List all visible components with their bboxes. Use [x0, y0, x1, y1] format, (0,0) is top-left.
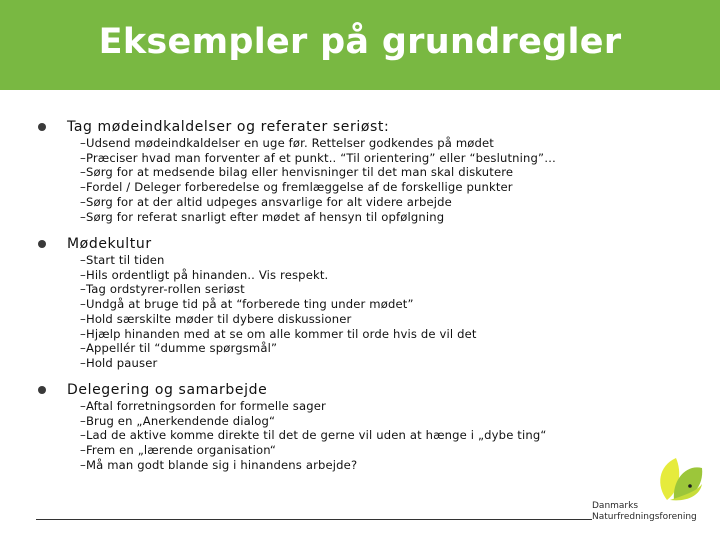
list-item: –Fordel / Deleger forberedelse og fremlæggelse af de forskellige punkter — [80, 180, 513, 195]
list-item: –Brug en „Anerkendende dialog“ — [80, 413, 276, 428]
list-item: –Lad de aktive komme direkte til det de gerne vil uden at hænge i „dybe ting“ — [80, 428, 547, 443]
logo-line-2: Naturfredningsforening — [592, 512, 697, 522]
footer-rule — [36, 519, 592, 520]
list-item: –Undgå at bruge tid på at “forberede ting under mødet” — [80, 297, 414, 312]
list-item: –Frem en „lærende organisation“ — [80, 443, 277, 458]
list-item: –Hold pauser — [80, 355, 158, 370]
section-heading: Delegering og samarbejde — [67, 382, 268, 398]
section-item-list — [80, 399, 547, 473]
bullet-dot-icon — [38, 386, 46, 394]
section-heading: Mødekultur — [67, 236, 152, 252]
section-item-list — [80, 136, 556, 224]
bullet-dot-icon — [38, 123, 46, 131]
list-item: –Hold særskilte møder til dybere diskussioner — [80, 311, 352, 326]
list-item: –Aftal forretningsorden for formelle sager — [80, 399, 326, 413]
list-item: –Sørg for at der altid udpeges ansvarlige for alt videre arbejde — [80, 194, 452, 209]
list-item: –Hjælp hinanden med at se om alle kommer til orde hvis de vil det — [80, 326, 477, 341]
list-item: –Udsend mødeindkaldelser en uge før. Rettelser godkendes på mødet — [80, 136, 495, 150]
list-item: –Præciser hvad man forventer af et punkt.. “Til orientering” eller “beslutning”… — [80, 150, 556, 165]
list-item: –Tag ordstyrer-rollen seriøst — [80, 282, 245, 297]
list-item: –Må man godt blande sig i hinandens arbejde? — [80, 457, 358, 472]
list-item: –Sørg for referat snarligt efter mødet af hensyn til opfølgning — [80, 209, 445, 224]
logo-text — [592, 501, 697, 523]
bullet-dot-icon — [38, 240, 46, 248]
section-heading: Tag mødeindkaldelser og referater seriøst: — [67, 119, 390, 135]
list-item: –Start til tiden — [80, 253, 165, 267]
list-item: –Sørg for at medsende bilag eller henvisninger til det man skal diskutere — [80, 165, 514, 180]
list-item: –Appellér til “dumme spørgsmål” — [80, 341, 278, 356]
slide-title: Eksempler på grundregler — [98, 22, 622, 62]
logo-line-1: Danmarks — [592, 501, 639, 511]
list-item: –Hils ordentligt på hinanden.. Vis respekt. — [80, 267, 329, 282]
section-item-list — [80, 253, 477, 371]
title-bar — [0, 0, 720, 90]
